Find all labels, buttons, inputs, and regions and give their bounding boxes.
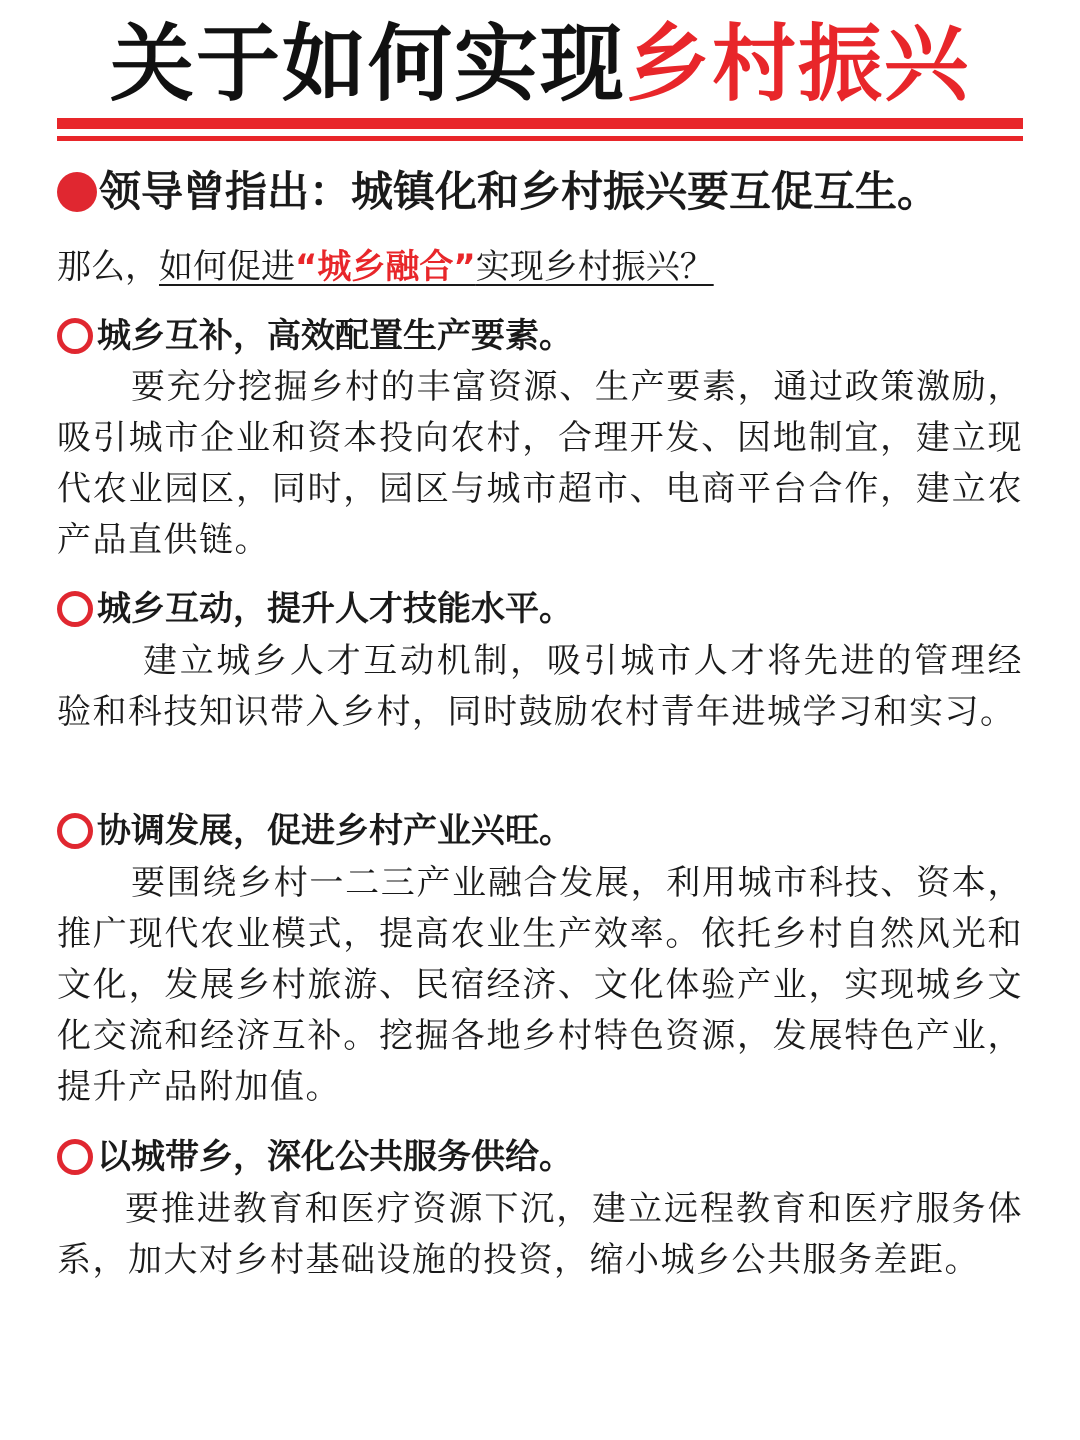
question-highlight: “城乡融合”: [295, 247, 476, 287]
section-heading-1: [57, 313, 573, 359]
title-divider-thin: [57, 136, 1023, 141]
lead-statement: [57, 164, 1047, 220]
lead-text: 领导曾指出：城镇化和乡村振兴要互促互生。: [99, 167, 940, 216]
red-ring-icon: [57, 318, 93, 354]
question-before: 如何促进: [159, 247, 295, 287]
section-heading-text: 城乡互动，提升人才技能水平。: [97, 589, 573, 629]
title-black-part: 关于如何实现: [109, 15, 626, 113]
section-body-4: 要推进教育和医疗资源下沉，建立远程教育和医疗服务体系，加大对乡村基础设施的投资，缩小城乡公共服务差距。: [57, 1189, 1023, 1280]
section-heading-text: 城乡互补，高效配置生产要素。: [97, 316, 573, 356]
title-divider-thick: [57, 118, 1023, 129]
question-after: 实现乡村振兴？: [475, 247, 714, 287]
question-prefix: 那么，: [57, 247, 159, 287]
section-heading-text: 以城带乡，深化公共服务供给。: [97, 1137, 573, 1177]
red-ring-icon: [57, 1139, 93, 1175]
question-underlined: [159, 247, 714, 287]
question-line: [57, 244, 714, 290]
red-ring-icon: [57, 813, 93, 849]
red-dot-icon: [57, 172, 97, 212]
title-red-part: 乡村振兴: [626, 15, 971, 113]
section-body-3: 要围绕乡村一二三产业融合发展，利用城市科技、资本，推广现代农业模式，提高农业生产效率。依托乡村自然风光和文化，发展乡村旅游、民宿经济、文化体验产业，实现城乡文化交流和经济互补。挖掘各地乡村特色资源，发展特色产业，提升产品附加值。: [57, 863, 1023, 1107]
section-body-1: 要充分挖掘乡村的丰富资源、生产要素，通过政策激励，吸引城市企业和资本投向农村，合理开发、因地制宜，建立现代农业园区，同时，园区与城市超市、电商平台合作，建立农产品直供链。: [57, 367, 1023, 560]
page-title: [0, 14, 1080, 114]
section-heading-4: [57, 1134, 573, 1180]
section-body-2: 建立城乡人才互动机制，吸引城市人才将先进的管理经验和科技知识带入乡村，同时鼓励农村青年进城学习和实习。: [57, 641, 1023, 732]
section-heading-text: 协调发展，促进乡村产业兴旺。: [97, 811, 573, 851]
section-heading-3: [57, 808, 573, 854]
section-heading-2: [57, 586, 573, 632]
red-ring-icon: [57, 591, 93, 627]
